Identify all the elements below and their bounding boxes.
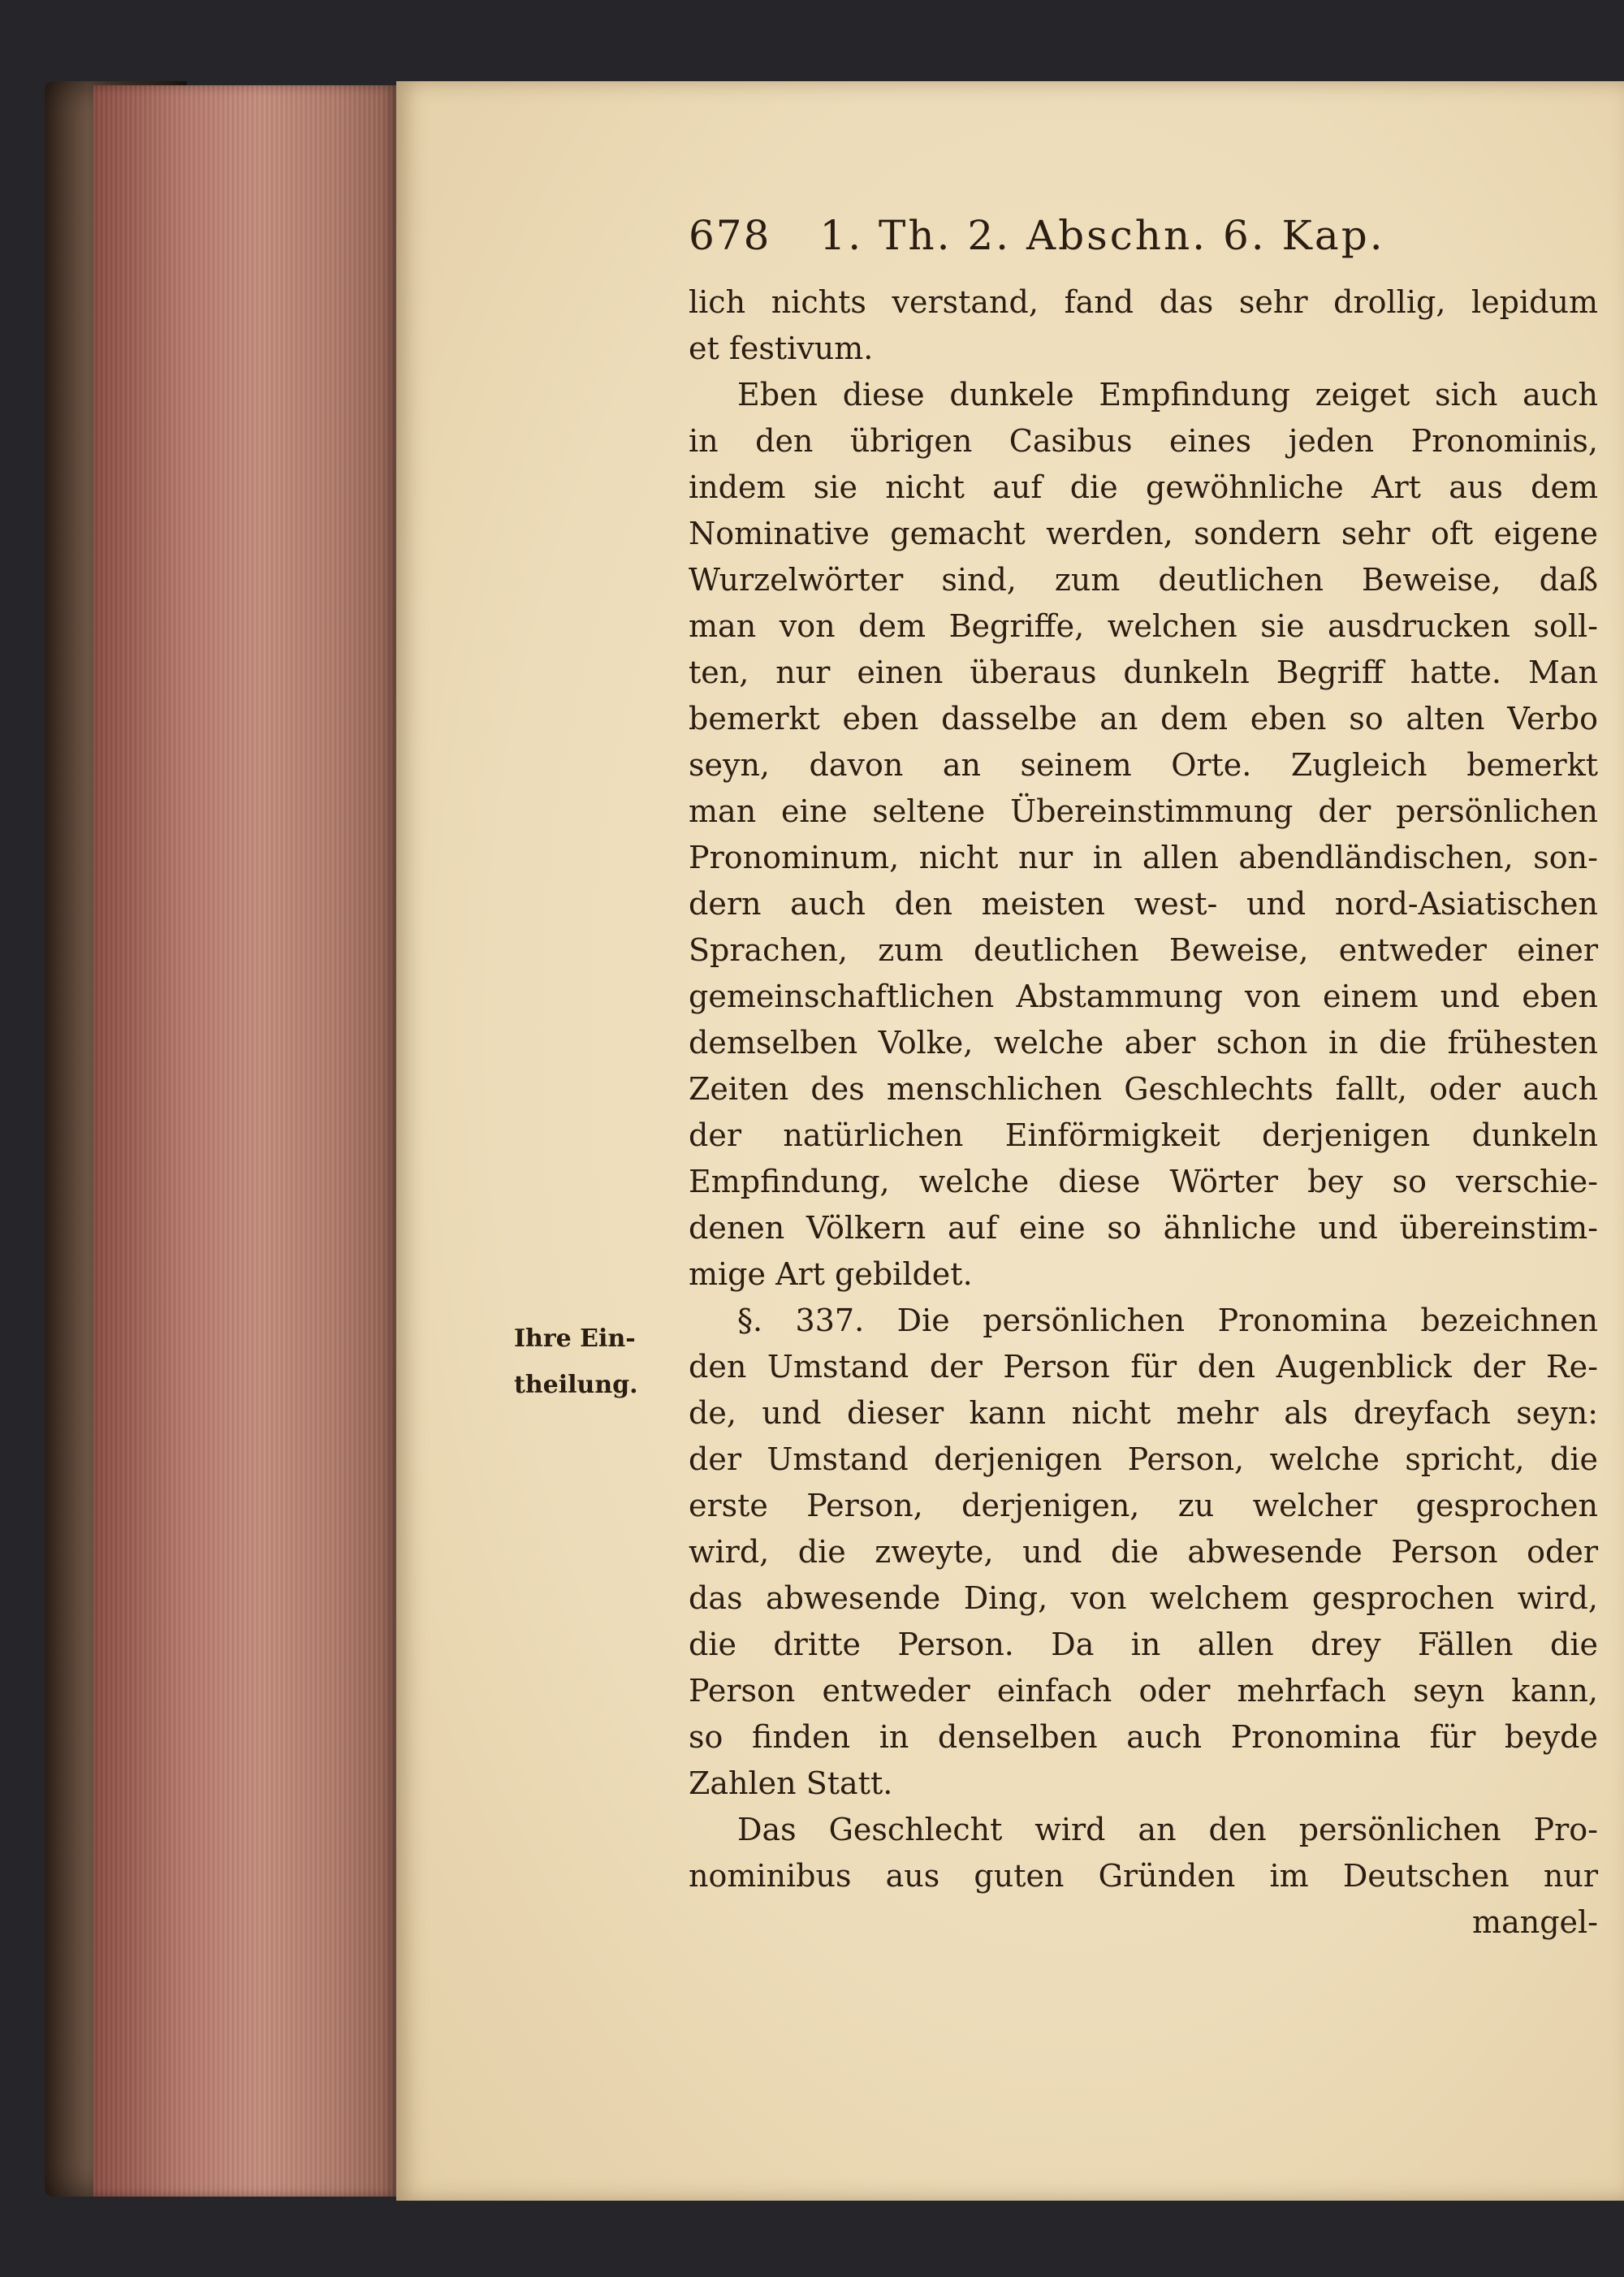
text-line: den Umstand der Person für den Augenblick der Re- [689, 1349, 1598, 1385]
text-line: Wurzelwörter sind, zum deutlichen Beweise, daß [689, 562, 1598, 598]
text-line: so finden in denselben auch Pronomina für beyde [689, 1719, 1598, 1755]
book-page [396, 81, 1624, 2201]
text-line: der Umstand derjenigen Person, welche spricht, die [689, 1441, 1598, 1477]
text-line: erste Person, derjenigen, zu welcher gesprochen [689, 1488, 1598, 1523]
text-line: Person entweder einfach oder mehrfach seyn kann, [689, 1673, 1598, 1709]
running-head: 1. Th. 2. Abschn. 6. Kap. [819, 212, 1385, 259]
catchword: mangel- [1472, 1904, 1598, 1940]
text-line: Nominative gemacht werden, sondern sehr oft eigene [689, 516, 1598, 551]
text-line: indem sie nicht auf die gewöhnliche Art aus dem [689, 469, 1598, 505]
text-line: wird, die zweyte, und die abwesende Person oder [689, 1534, 1598, 1570]
text-line: gemeinschaftlichen Abstammung von einem und eben [689, 979, 1598, 1014]
text-line: Zeiten des menschlichen Geschlechts fallt, oder auch [689, 1071, 1598, 1107]
text-line: Empfindung, welche diese Wörter bey so verschie- [689, 1164, 1598, 1199]
text-line: Zahlen Statt. [689, 1765, 893, 1801]
text-line: bemerkt eben dasselbe an dem eben so alten Verbo [689, 701, 1598, 737]
section-start-line: §. 337. Die persönlichen Pronomina bezeichnen [737, 1303, 1598, 1338]
margin-note-line: theilung. [514, 1371, 638, 1399]
text-line: seyn, davon an seinem Orte. Zugleich bemerkt [689, 747, 1598, 783]
page-edges [93, 85, 398, 2197]
text-line: demselben Volke, welche aber schon in die frühesten [689, 1025, 1598, 1061]
text-line: der natürlichen Einförmigkeit derjenigen dunkeln [689, 1117, 1598, 1153]
text-line: Das Geschlecht wird an den persönlichen Pro- [737, 1812, 1598, 1847]
page-body [689, 203, 1598, 1946]
text-line: Pronominum, nicht nur in allen abendländischen, son- [689, 840, 1598, 875]
text-line: et festivum. [689, 331, 874, 366]
text-line: nominibus aus guten Gründen im Deutschen nur [689, 1858, 1598, 1894]
margin-note-line: Ihre Ein- [514, 1324, 636, 1353]
page-number: 678 [689, 212, 771, 259]
text-line: die dritte Person. Da in allen drey Fällen die [689, 1627, 1598, 1662]
text-line: man von dem Begriffe, welchen sie ausdrucken soll- [689, 608, 1598, 644]
page-header [689, 203, 1598, 268]
text-line: Sprachen, zum deutlichen Beweise, entweder einer [689, 932, 1598, 968]
text-line: man eine seltene Übereinstimmung der persönlichen [689, 793, 1598, 829]
text-line: das abwesende Ding, von welchem gesprochen wird, [689, 1580, 1598, 1616]
text-line: lich nichts verstand, fand das sehr drollig, lepidum [689, 284, 1598, 320]
margin-note [514, 1316, 676, 1408]
text-line: mige Art gebildet. [689, 1256, 973, 1292]
text-line: denen Völkern auf eine so ähnliche und übereinstim- [689, 1210, 1598, 1246]
text-line: ten, nur einen überaus dunkeln Begriff hatte. Man [689, 655, 1598, 690]
text-line: dern auch den meisten west- und nord-Asiatischen [689, 886, 1598, 922]
text-line: de, und dieser kann nicht mehr als dreyfach seyn: [689, 1395, 1598, 1431]
text-line: Eben diese dunkele Empfindung zeiget sich auch [737, 377, 1598, 413]
text-line: in den übrigen Casibus eines jeden Pronominis, [689, 423, 1598, 459]
